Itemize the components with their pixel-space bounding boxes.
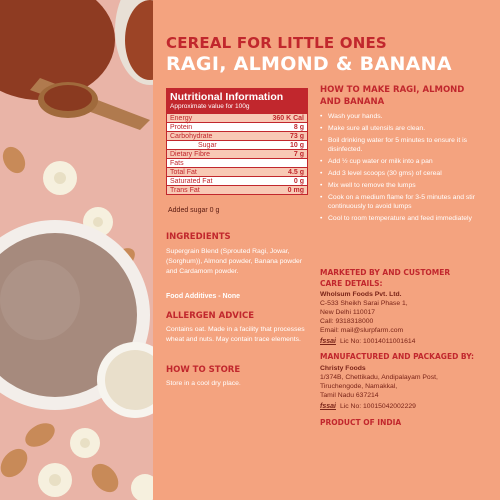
nutrition-row: Fats (167, 158, 307, 167)
nutrition-title: Nutritional Information (170, 91, 284, 103)
marketer-company: Wholsum Foods Pvt. Ltd. (320, 291, 402, 298)
manufacturer-address-2: Tiruchengode, Namakkal, (320, 383, 398, 390)
step-item: • Cook on a medium flame for 3-5 minutes and stir continuously to avoid lumps (320, 193, 492, 211)
country-of-origin: PRODUCT OF INDIA (320, 418, 402, 427)
how-to-make-heading-line2: AND BANANA (320, 97, 385, 107)
manufacturer-license (320, 402, 492, 411)
storage-heading: HOW TO STORE (166, 365, 241, 375)
manufacturer-company: Christy Foods (320, 365, 366, 372)
step-item: • Make sure all utensils are clean. (320, 124, 492, 133)
storage-text: Store in a cool dry place. (166, 380, 241, 387)
ingredients-text: Supergrain Blend (Sprouted Ragi, Jowar, (Sorghum)), Almond powder, Banana powder and Cardamom powder. (166, 248, 303, 275)
allergen-heading: ALLERGEN ADVICE (166, 311, 255, 321)
nutrition-row: Protein 8 g (167, 122, 307, 131)
scoop-seeds (44, 85, 92, 111)
food-additives: Food Additives - None (166, 293, 241, 300)
marketed-by-heading-line2: CARE DETAILS: (320, 279, 383, 288)
marketer-address-2: New Delhi 110017 (320, 309, 376, 316)
marketer-license (320, 337, 492, 346)
manufacturer-details (320, 364, 492, 411)
step-item: • Boil drinking water for 5 minutes to ensure it is disinfected. (320, 136, 492, 154)
nutrition-row: Carbohydrate 73 g (167, 131, 307, 140)
fssai-logo: fssai (320, 403, 336, 410)
nutrition-subtitle: Approximate value for 100g (170, 103, 250, 110)
ingredients-heading: INGREDIENTS (166, 232, 231, 242)
product-photo (0, 0, 165, 500)
added-sugar-note: Added sugar 0 g (168, 207, 220, 214)
step-item: • Mix well to remove the lumps (320, 181, 492, 190)
manufactured-by-heading: MANUFACTURED AND PACKAGED BY: (320, 352, 474, 361)
fssai-logo: fssai (320, 338, 336, 345)
almond (21, 418, 59, 451)
customer-care-email: Email: mail@slurpfarm.com (320, 327, 404, 334)
almond (86, 459, 123, 498)
nutrition-row: Trans Fat 0 mg (167, 185, 307, 194)
nutrition-table (166, 88, 308, 195)
preparation-steps (320, 112, 492, 226)
product-category: CEREAL FOR LITTLE ONES (166, 34, 387, 52)
step-item: • Cool to room temperature and feed immediately (320, 214, 492, 223)
manufacturer-address-1: 1/374B, Chettikadu, Andipalayam Post, (320, 374, 438, 381)
marketer-address-1: C-533 Sheikh Sarai Phase 1, (320, 300, 408, 307)
nutrition-row: Dietary Fibre 7 g (167, 149, 307, 158)
food-illustration (0, 0, 165, 500)
almond (0, 143, 30, 177)
allergen-text: Contains oat. Made in a facility that processes wheat and nuts. May contain trace elements. (166, 326, 305, 343)
step-item: • Add 3 level scoops (30 gms) of cereal (320, 169, 492, 178)
info-panel (153, 0, 500, 500)
nutrition-row: Saturated Fat 0 g (167, 176, 307, 185)
nutrition-row: Total Fat 4.5 g (167, 167, 307, 176)
nutrition-row: Sugar 10 g (167, 140, 307, 149)
manufacturer-address-3: Tamil Nadu 637214 (320, 392, 379, 399)
manufacturer-license-number: Lic No: 10015042002229 (339, 403, 416, 410)
marketer-license-number: Lic No: 10014011001614 (339, 338, 416, 345)
step-item: • Add ½ cup water or milk into a pan (320, 157, 492, 166)
marketer-details (320, 290, 492, 346)
marketed-by-heading: MARKETED BY AND CUSTOMER (320, 268, 451, 277)
almond (0, 444, 33, 483)
product-name: RAGI, ALMOND & BANANA (166, 53, 452, 75)
nutrition-row: Energy 360 K Cal (167, 113, 307, 122)
how-to-make-heading: HOW TO MAKE RAGI, ALMOND (320, 85, 465, 95)
nutrition-header (167, 89, 307, 113)
customer-care-phone: Call: 9318318000 (320, 318, 374, 325)
step-item: • Wash your hands. (320, 112, 492, 121)
